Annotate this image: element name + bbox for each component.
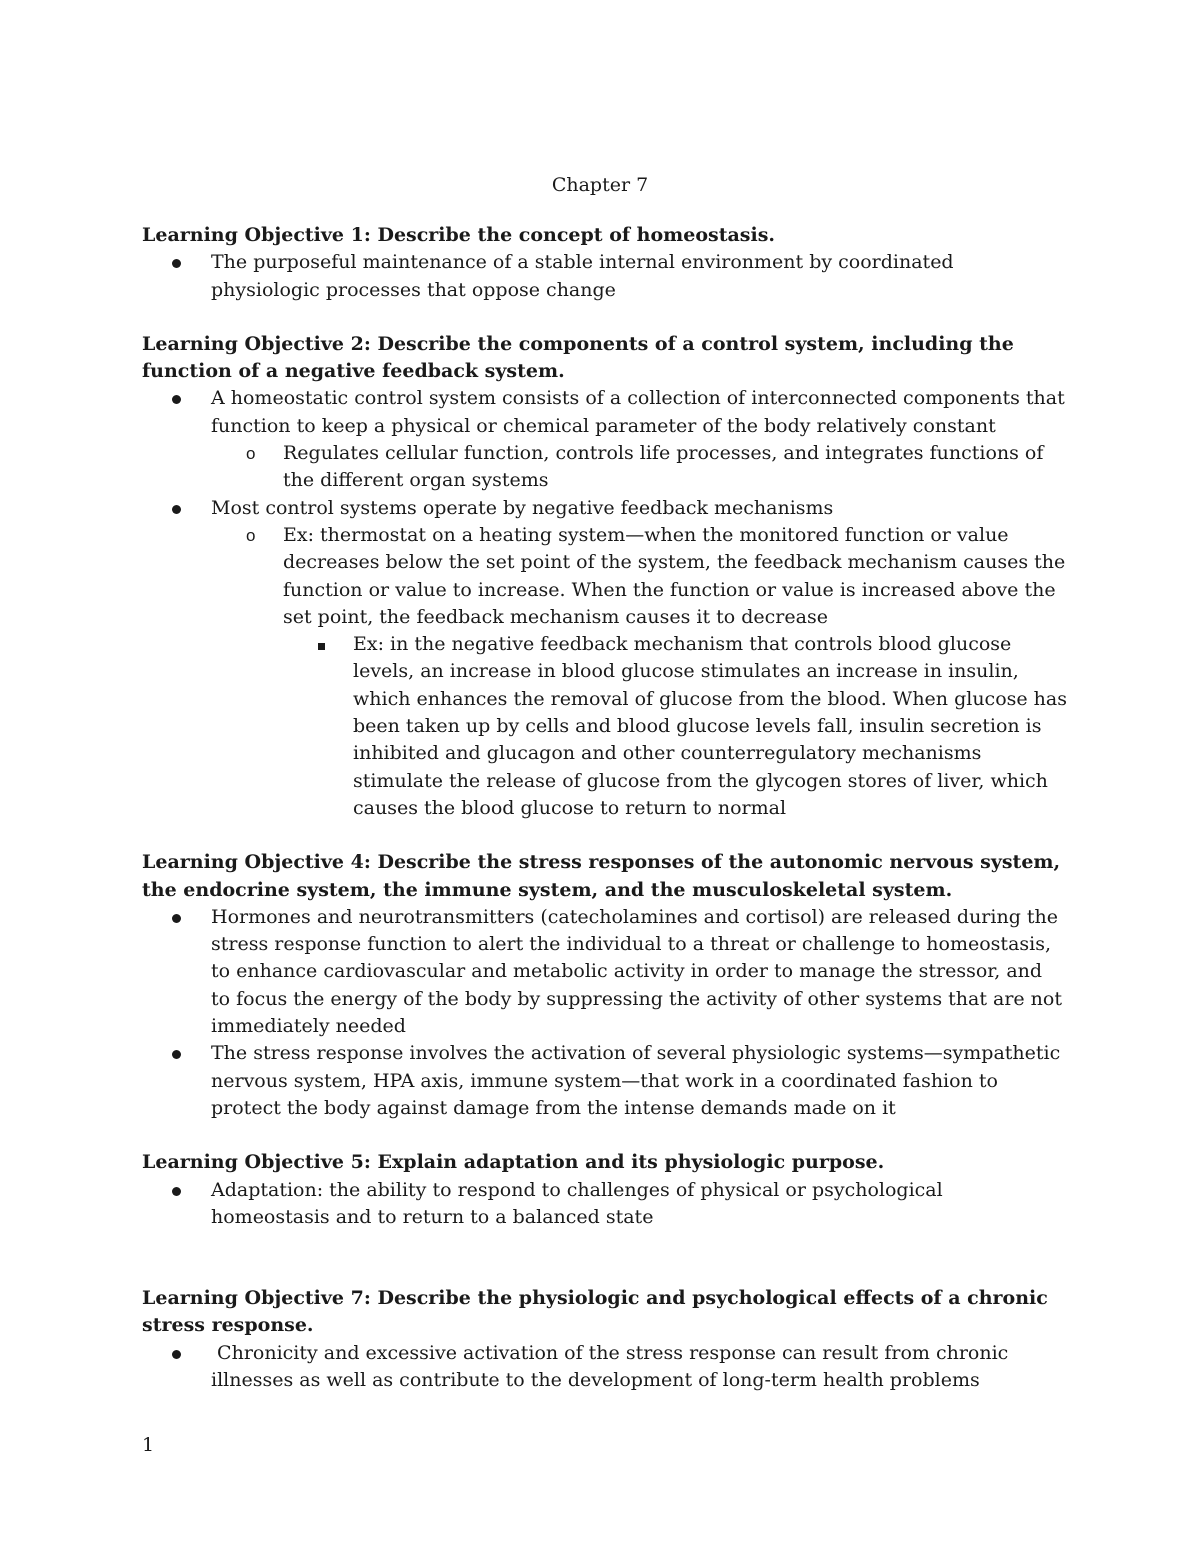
objective-7-bullets	[142, 1340, 1067, 1395]
sub-list-item-text: Ex: thermostat on a heating system—when the monitored function or value decreases below the set point of the system, the feedback mechanism causes the function or value to increase. When the function or value is increased above the set point, the feedback mechanism causes it to decrease	[283, 523, 1066, 628]
bullet-dot-icon	[172, 249, 181, 276]
sub-list-item	[142, 522, 1067, 631]
list-item-text: Most control systems operate by negative feedback mechanisms	[211, 496, 834, 519]
list-item-text: Chronicity and excessive activation of the stress response can result from chronic illnesses as well as contribute to the development of long-term health problems	[211, 1341, 1015, 1391]
list-item	[142, 1040, 1067, 1122]
list-item	[142, 249, 1067, 304]
bullet-dot-icon	[172, 1340, 181, 1367]
bullet-circle-icon: o	[246, 525, 256, 545]
objective-7-heading: Learning Objective 7: Describe the physiologic and psychological effects of a chronic stress response.	[142, 1287, 1048, 1337]
bullet-circle-icon: o	[246, 444, 256, 464]
page-number: 1	[142, 1434, 155, 1456]
sub-sub-list-item	[142, 631, 1067, 822]
list-item-text: Adaptation: the ability to respond to challenges of physical or psychological homeostasis and to return to a balanced state	[211, 1178, 943, 1228]
sub-list-item	[142, 440, 1067, 495]
objective-4-section	[142, 849, 1067, 1122]
objective-2-bullets	[142, 385, 1067, 822]
objective-1-heading: Learning Objective 1: Describe the concept of homeostasis.	[142, 224, 776, 246]
list-item-text: A homeostatic control system consists of a collection of interconnected components that function to keep a physical or chemical parameter of the body relatively constant	[211, 387, 1065, 437]
page-title: Chapter 7	[551, 174, 649, 196]
bullet-dot-icon	[172, 1177, 181, 1204]
bullet-dot-icon	[172, 495, 181, 522]
list-item	[142, 495, 1067, 522]
list-item	[142, 1340, 1067, 1395]
list-item-text: Hormones and neurotransmitters (catecholamines and cortisol) are released during the stress response function to alert the individual to a threat or challenge to homeostasis, to enhance cardiovascular and metabolic activity in order to manage the stressor, and to focus the energy of the body by suppressing the activity of other systems that are not immediately needed	[211, 905, 1062, 1038]
bullet-dot-icon	[172, 904, 181, 931]
objective-7-section	[142, 1285, 1067, 1394]
list-item	[142, 385, 1067, 440]
objective-1-bullets	[142, 249, 1067, 304]
objective-2-heading: Learning Objective 2: Describe the components of a control system, including the function of a negative feedback system.	[142, 332, 1014, 383]
list-item-text: The stress response involves the activation of several physiologic systems—sympathetic nervous system, HPA axis, immune system—that work in a coordinated fashion to protect the body against damage from the intense demands made on it	[211, 1042, 1061, 1119]
list-item-text: The purposeful maintenance of a stable internal environment by coordinated physiologic processes that oppose change	[211, 251, 954, 301]
objective-5-bullets	[142, 1177, 1067, 1232]
sub-list-item-text: Regulates cellular function, controls life processes, and integrates functions of the different organ systems	[283, 442, 1044, 492]
list-item	[142, 904, 1067, 1040]
bullet-dot-icon	[172, 385, 181, 412]
objective-5-heading: Learning Objective 5: Explain adaptation and its physiologic purpose.	[142, 1151, 885, 1174]
objective-2-section	[142, 331, 1067, 822]
bullet-dot-icon	[172, 1040, 181, 1067]
objective-4-bullets	[142, 904, 1067, 1122]
sub-sub-list-item-text: Ex: in the negative feedback mechanism that controls blood glucose levels, an increase in blood glucose stimulates an increase in insulin, which enhances the removal of glucose from the blood. When glucose has been taken up by cells and blood glucose levels fall, insulin secretion is inhibited and glucagon and other counterregulatory mechanisms stimulate the release of glucose from the glycogen stores of liver, which causes the blood glucose to return to normal	[353, 633, 1067, 819]
document-body	[142, 222, 1067, 1394]
objective-4-heading: Learning Objective 4: Describe the stress responses of the autonomic nervous system, the endocrine system, the immune system, and the musculoskeletal system.	[142, 851, 1061, 901]
objective-5-section	[142, 1149, 1067, 1231]
list-item	[142, 1177, 1067, 1232]
bullet-square-icon	[318, 631, 325, 658]
objective-1-section	[142, 222, 1067, 304]
